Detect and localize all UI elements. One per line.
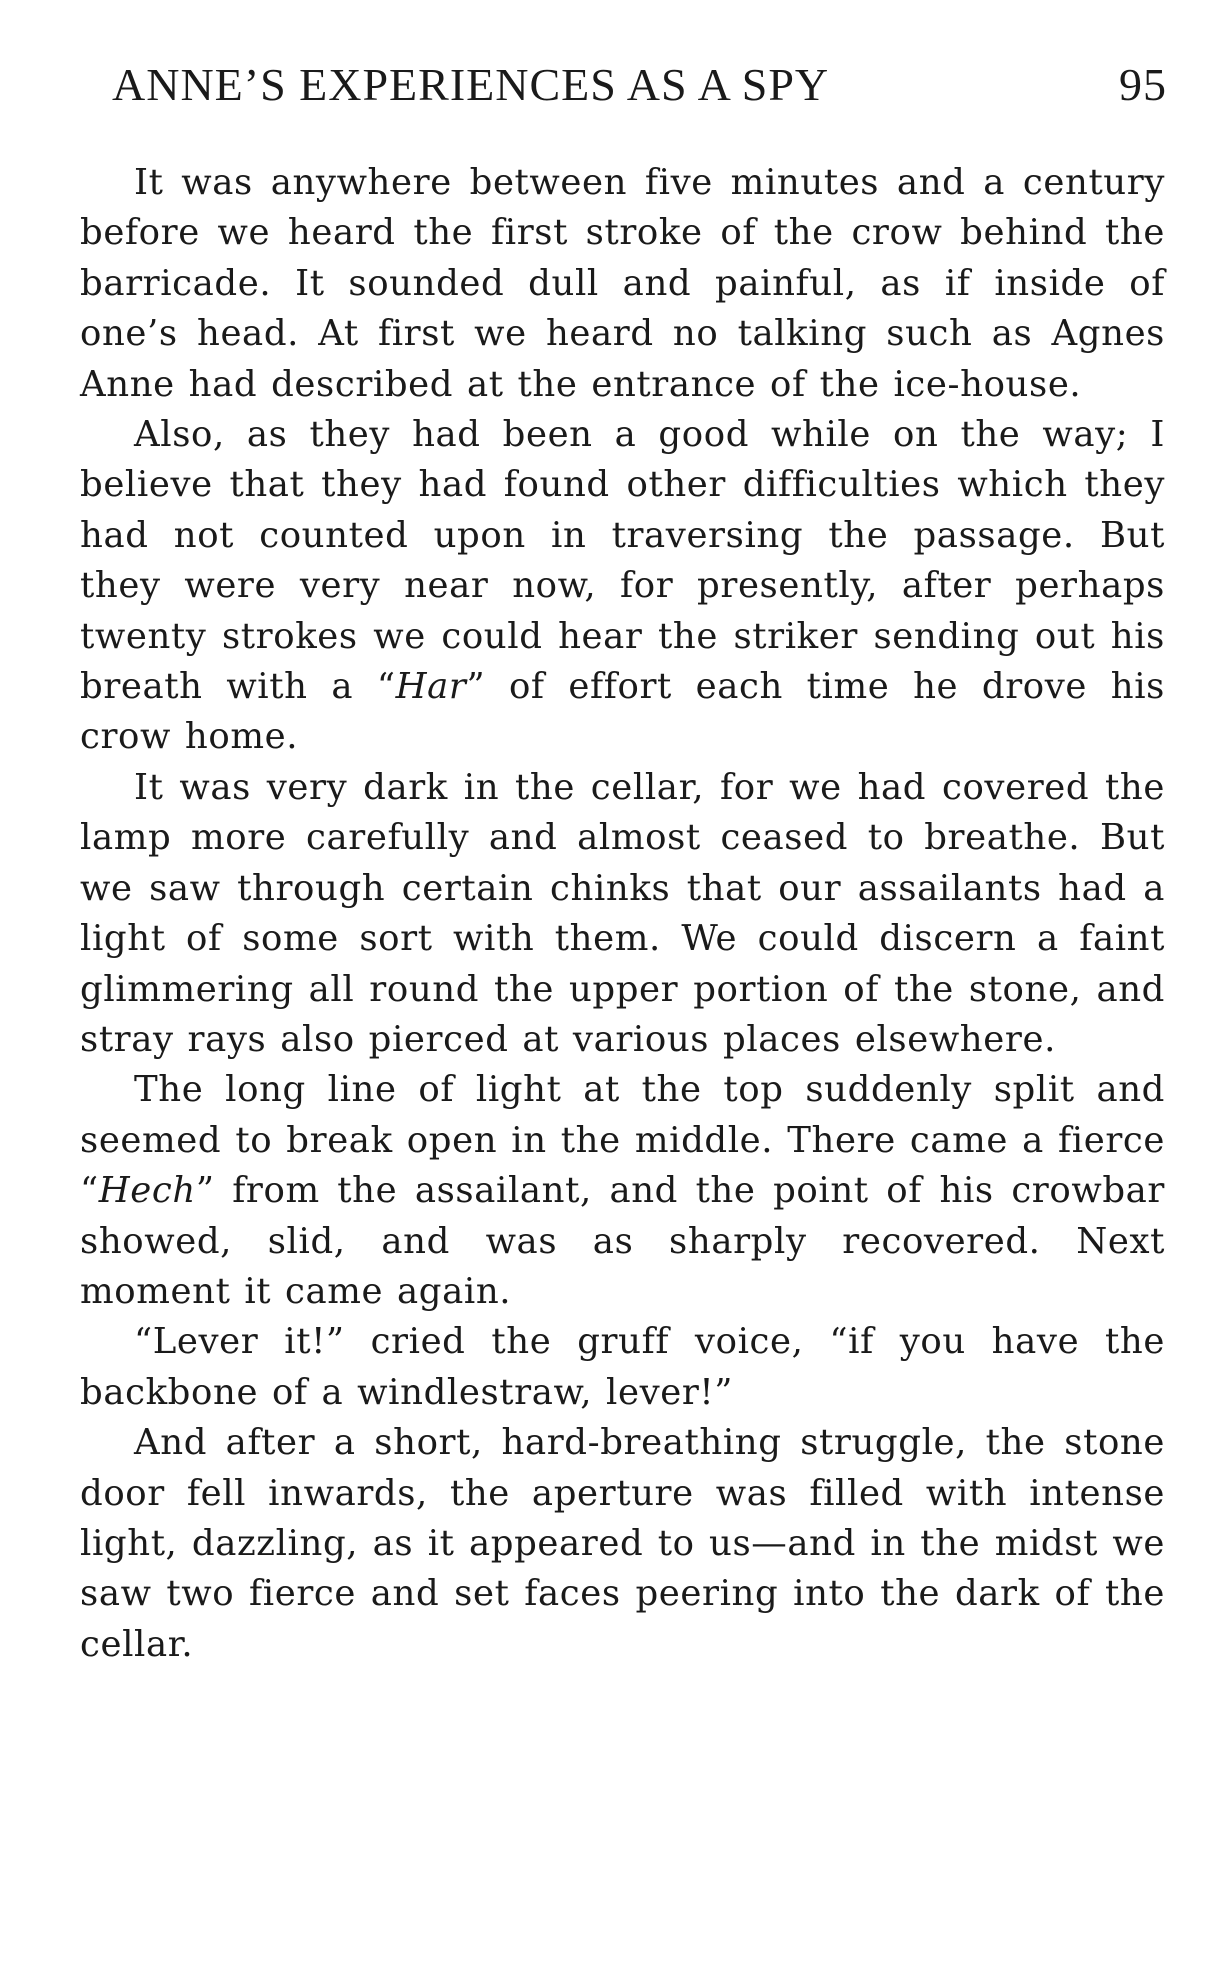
paragraph-2-text-after: ” of effort each time he drove his crow home. [80, 666, 1165, 758]
page-number: 95 [1119, 59, 1167, 110]
paragraph-5-text: “Lever it!” cried the gruff voice, “if you have the backbone of a windlestraw, lever!” [80, 1321, 1165, 1413]
chapter-title: ANNE’S EXPERIENCES AS A SPY [112, 59, 830, 110]
paragraph-1-text: It was anywhere between five minutes and a century before we heard the first stroke of the crow behind the barricade. It sounded dull and painful, as if inside of one’s head. At first we heard no talking such as Agnes Anne had described at the entrance of the ice-house. [80, 162, 1165, 405]
paragraph-2 [80, 410, 1165, 763]
paragraph-2-text-before: Also, as they had been a good while on the way; I believe that they had found other difficulties which they had not counted upon in traversing the passage. But they were very near now, for presently, after perhaps twenty strokes we could hear the striker sending out his breath with a “ [80, 414, 1165, 708]
paragraph-3 [80, 763, 1165, 1065]
paragraph-4 [80, 1065, 1165, 1317]
body-text [80, 158, 1165, 1670]
paragraph-5 [80, 1317, 1165, 1418]
running-header [112, 58, 1167, 118]
paragraph-4-emphasis: Hech [98, 1170, 196, 1212]
paragraph-4-text-after: ” from the assailant, and the point of his crowbar showed, slid, and was as sharply recovered. Next moment it came again. [80, 1170, 1165, 1312]
paragraph-6 [80, 1418, 1165, 1670]
paragraph-2-emphasis: Har [395, 666, 467, 708]
paragraph-3-text: It was very dark in the cellar, for we had covered the lamp more carefully and almost ceased to breathe. But we saw through certain chinks that our assailants had a light of some sort with them. We could discern a faint glimmering all round the upper portion of the stone, and stray rays also pierced at various places elsewhere. [80, 766, 1165, 1060]
paragraph-1 [80, 158, 1165, 410]
paragraph-6-text: And after a short, hard-breathing struggle, the stone door fell inwards, the aperture was filled with intense light, dazzling, as it appeared to us—and in the midst we saw two fierce and set faces peering into the dark of the cellar. [80, 1422, 1165, 1665]
paragraph-4-text-before: The long line of light at the top suddenly split and seemed to break open in the middle. There came a fierce “ [80, 1069, 1165, 1212]
